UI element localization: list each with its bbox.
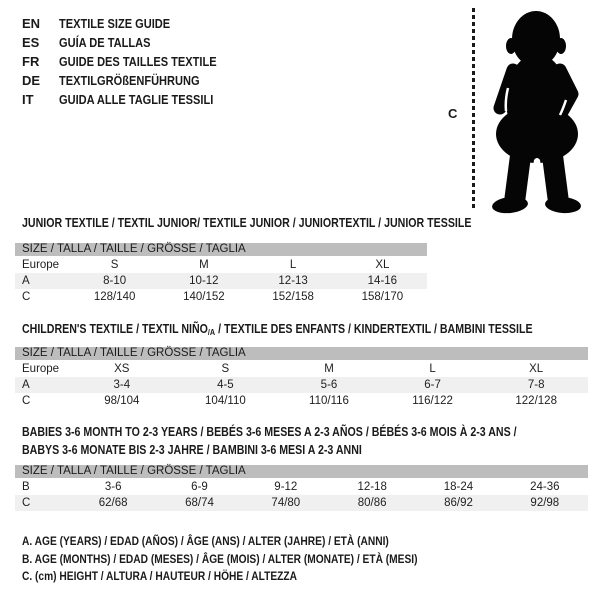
size-header-bar [15, 347, 588, 360]
row-label-cell: A [22, 379, 30, 391]
size-value-cell: 104/110 [205, 395, 246, 407]
table-row [15, 361, 588, 377]
size-value-cell: 8-10 [103, 275, 127, 287]
size-value-cell: S [110, 259, 119, 271]
junior-table-grid [15, 257, 427, 305]
babies-size-table [15, 465, 588, 511]
height-measure-label: C [448, 106, 458, 121]
size-value-cell: 10-12 [189, 275, 219, 287]
size-value-cell: 7-8 [527, 379, 545, 391]
table-row [15, 377, 588, 393]
table-row [15, 289, 427, 305]
size-value-cell: 6-7 [424, 379, 441, 391]
size-value-cell: 80/86 [357, 497, 387, 509]
row-label-cell: A [22, 275, 30, 287]
size-header-label: SIZE / TALLA / TAILLE / GRÖSSE / TAGLIA [22, 465, 246, 477]
children-table-grid [15, 361, 588, 409]
size-value-cell: L [289, 259, 297, 271]
table-row [15, 273, 427, 289]
size-header-label: SIZE / TALLA / TAILLE / GRÖSSE / TAGLIA [22, 243, 246, 255]
size-header-bar [15, 243, 427, 256]
babies-table-grid [15, 479, 588, 511]
language-code: EN [22, 16, 41, 31]
size-value-cell: 12-18 [357, 481, 387, 493]
size-value-cell: 128/140 [93, 291, 136, 303]
size-value-cell: 122/128 [515, 395, 557, 407]
row-label-cell: Europe [22, 363, 60, 375]
language-label: GUIDE DES TAILLES TEXTILE [59, 54, 217, 69]
size-header-bar [15, 465, 588, 478]
size-value-cell: 6-9 [191, 481, 208, 493]
size-value-cell: 5-6 [320, 379, 338, 391]
language-code: ES [22, 35, 40, 50]
size-value-cell: M [324, 363, 334, 375]
table-row [15, 393, 588, 409]
language-row-en [22, 14, 244, 33]
size-value-cell: 3-4 [113, 379, 131, 391]
size-value-cell: S [221, 363, 230, 375]
row-label-cell: C [22, 291, 31, 303]
size-value-cell: 24-36 [530, 481, 560, 493]
size-value-cell: 68/74 [185, 497, 214, 509]
language-label: GUÍA DE TALLAS [59, 35, 151, 50]
size-value-cell: 14-16 [367, 275, 398, 287]
table-row [15, 479, 588, 495]
size-value-cell: 140/152 [183, 291, 225, 303]
size-value-cell: 74/80 [271, 497, 301, 509]
language-row-de [22, 71, 244, 90]
size-value-cell: 158/170 [361, 291, 404, 303]
size-value-cell: 3-6 [104, 481, 122, 493]
size-value-cell: XS [114, 363, 130, 375]
height-measure-dashed-line [472, 8, 475, 211]
babies-section-title: BABIES 3-6 MONTH TO 2-3 YEARS / BEBÉS 3-6 MESES A 2-3 AÑOS / BÉBÉS 3-6 MOIS À 2-3 ANS / BABYS 3-6 MONATE BIS 2-3 JAHRE / BAMBINI 3-6 MESI A 2-3 ANNI [22, 425, 517, 457]
size-value-cell: XL [529, 363, 544, 375]
size-value-cell: L [429, 363, 436, 375]
footnote-b: B. AGE (MONTHS) / EDAD (MESES) / ÂGE (MOIS) / ALTER (MONATE) / ETÀ (MESI) [22, 551, 418, 566]
table-row [15, 495, 588, 511]
junior-section-title: JUNIOR TEXTILE / TEXTIL JUNIOR/ TEXTILE JUNIOR / JUNIORTEXTIL / JUNIOR TESSILE [22, 216, 472, 230]
baby-silhouette-icon [483, 8, 593, 214]
footnote-a: A. AGE (YEARS) / EDAD (AÑOS) / ÂGE (ANS) / ALTER (JAHRE) / ETÀ (ANNI) [22, 534, 389, 548]
table-row [15, 257, 427, 273]
row-label-cell: C [22, 497, 31, 509]
language-label: TEXTILE SIZE GUIDE [59, 16, 171, 31]
language-row-fr [22, 52, 244, 71]
language-code: FR [22, 54, 40, 69]
size-value-cell: 62/68 [98, 497, 128, 509]
size-value-cell: 152/158 [272, 291, 314, 303]
size-header-label: SIZE / TALLA / TAILLE / GRÖSSE / TAGLIA [22, 347, 246, 359]
row-label-cell: B [22, 481, 30, 493]
size-value-cell: 4-5 [217, 379, 234, 391]
language-code: DE [22, 73, 41, 88]
size-value-cell: 9-12 [274, 481, 298, 493]
title-subscript: /A [207, 327, 216, 337]
footnote-c: C. (cm) HEIGHT / ALTURA / HAUTEUR / HÖHE / ALTEZZA [22, 569, 298, 583]
language-code: IT [22, 92, 34, 107]
size-value-cell: 116/122 [412, 395, 453, 407]
row-label-cell: Europe [22, 259, 60, 271]
size-value-cell: XL [375, 259, 390, 271]
size-value-cell: 12-13 [278, 275, 308, 287]
size-value-cell: 110/116 [309, 395, 349, 407]
children-size-table [15, 347, 588, 409]
footnote-legend [22, 533, 487, 586]
junior-size-table [15, 243, 427, 305]
size-value-cell: 86/92 [444, 497, 473, 509]
size-value-cell: M [199, 259, 209, 271]
language-label: GUIDA ALLE TAGLIE TESSILI [59, 92, 214, 107]
language-row-es [22, 33, 244, 52]
size-value-cell: 92/98 [530, 497, 560, 509]
row-label-cell: C [22, 395, 31, 407]
language-list [22, 14, 244, 109]
size-value-cell: 98/104 [104, 395, 140, 407]
language-label: TEXTILGRÖßENFÜHRUNG [59, 73, 200, 88]
size-value-cell: 18-24 [443, 481, 474, 493]
language-row-it [22, 90, 244, 109]
children-section-title: CHILDREN'S TEXTILE / TEXTIL $NIÑO_{/A}$ / TEXTILE DES ENFANTS / KINDERTEXTIL / BAMBINI TESSILE [22, 322, 533, 337]
